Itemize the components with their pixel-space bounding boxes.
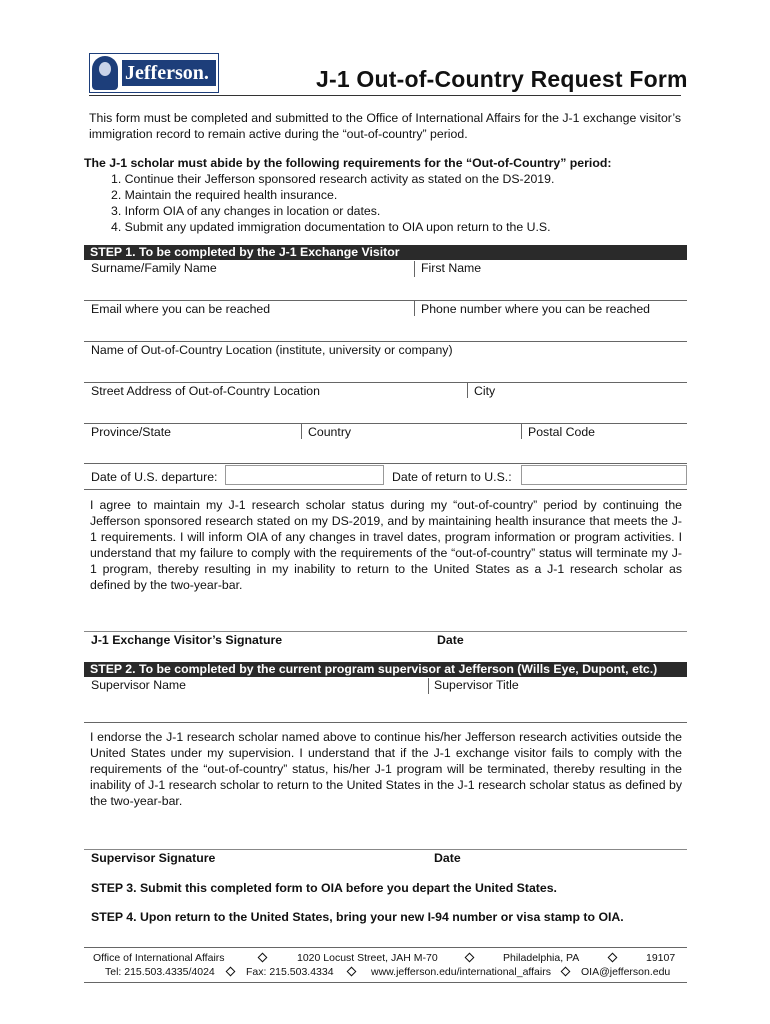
- row-divider: [84, 463, 687, 464]
- step4-text: STEP 4. Upon return to the United States, bring your new I-94 number or visa stamp to OIA.: [91, 910, 624, 924]
- row-divider: [84, 722, 687, 723]
- field-divider: [467, 382, 468, 398]
- signature-line[interactable]: [84, 849, 687, 850]
- field-divider: [414, 261, 415, 277]
- supervisor-signature-label: Supervisor Signature: [91, 851, 216, 865]
- return-date-label: Date of return to U.S.:: [392, 470, 512, 484]
- postal-code-label: Postal Code: [528, 425, 595, 439]
- return-date-field[interactable]: [521, 465, 687, 485]
- country-label: Country: [308, 425, 352, 439]
- location-name-label: Name of Out-of-Country Location (institute, university or company): [91, 343, 453, 357]
- province-label: Province/State: [91, 425, 171, 439]
- requirement-item: 3. Inform OIA of any changes in location or dates.: [111, 204, 381, 218]
- visitor-date-label: Date: [437, 633, 464, 647]
- supervisor-date-label: Date: [434, 851, 461, 865]
- diamond-icon: [258, 953, 268, 963]
- surname-label: Surname/Family Name: [91, 261, 217, 275]
- footer-fax: Fax: 215.503.4334: [246, 966, 334, 978]
- departure-date-label: Date of U.S. departure:: [91, 470, 218, 484]
- footer-divider: [84, 947, 687, 948]
- step3-text: STEP 3. Submit this completed form to OIA before you depart the United States.: [91, 881, 557, 895]
- footer-divider: [84, 982, 687, 983]
- phone-label: Phone number where you can be reached: [421, 302, 651, 316]
- signature-line[interactable]: [84, 631, 687, 632]
- supervisor-title-label: Supervisor Title: [434, 678, 519, 692]
- first-name-label: First Name: [421, 261, 482, 275]
- footer-email-link[interactable]: OIA@jefferson.edu: [581, 966, 671, 978]
- row-divider: [84, 300, 687, 301]
- row-divider: [84, 382, 687, 383]
- form-title: J-1 Out-of-Country Request Form: [316, 66, 688, 92]
- supervisor-name-label: Supervisor Name: [91, 678, 186, 692]
- diamond-icon: [226, 967, 236, 977]
- row-divider: [84, 489, 687, 490]
- agreement-text: I agree to maintain my J-1 research scholar status during my “out-of-country” period by continuing the Jefferson sponsored research stated on my DS-2019, and by maintaining health insurance that meets the J-1 requirements. I will inform OIA of any changes in travel dates, program information or program activities. I understand that my failure to comply with the requirements of the “out-of-country” status will terminate my J-1 program, thereby resulting in my inability to return to the United States as a J-1 research scholar as defined by the two-year-bar.: [90, 498, 682, 592]
- visitor-signature-label: J-1 Exchange Visitor’s Signature: [91, 633, 283, 647]
- footer-website-link[interactable]: www.jefferson.edu/international_affairs: [371, 966, 551, 978]
- jefferson-logo: [89, 53, 219, 93]
- departure-date-field[interactable]: [225, 465, 384, 485]
- requirement-item: 1. Continue their Jefferson sponsored research activity as stated on the DS-2019.: [111, 172, 555, 186]
- diamond-icon: [561, 967, 571, 977]
- field-divider: [521, 423, 522, 439]
- requirements-heading: The J-1 scholar must abide by the following requirements for the “Out-of-Country” period:: [84, 156, 612, 170]
- title-divider: [89, 95, 681, 96]
- street-address-label: Street Address of Out-of-Country Location: [91, 384, 320, 398]
- row-divider: [84, 423, 687, 424]
- requirements-list: [111, 171, 554, 235]
- requirement-item: 4. Submit any updated immigration documentation to OIA upon return to the U.S.: [111, 220, 551, 234]
- step2-header: STEP 2. To be completed by the current program supervisor at Jefferson (Wills Eye, Dupont, etc.): [84, 662, 687, 677]
- field-divider: [414, 300, 415, 316]
- diamond-icon: [347, 967, 357, 977]
- field-divider: [428, 678, 429, 694]
- logo-wordmark: Jefferson.: [122, 60, 216, 86]
- requirement-item: 2. Maintain the required health insurance.: [111, 188, 338, 202]
- city-label: City: [474, 384, 496, 398]
- footer-tel: Tel: 215.503.4335/4024: [105, 966, 215, 978]
- intro-paragraph: This form must be completed and submitted to the Office of International Affairs for the J-1 exchange visitor’s immigration record to remain active during the “out-of-country” period.: [89, 111, 681, 141]
- step1-header: STEP 1. To be completed by the J-1 Exchange Visitor: [84, 245, 687, 260]
- row-divider: [84, 341, 687, 342]
- field-divider: [301, 423, 302, 439]
- footer-zip: 19107: [646, 952, 676, 964]
- footer-address: 1020 Locust Street, JAH M-70: [297, 952, 438, 964]
- diamond-icon: [465, 953, 475, 963]
- footer-city: Philadelphia, PA: [503, 952, 580, 964]
- diamond-icon: [608, 953, 618, 963]
- endorsement-text: I endorse the J-1 research scholar named above to continue his/her Jefferson research activities outside the United States under my supervision. I understand that if the J-1 exchange visitor fails to comply with the requirements of the “out-of-country” status, his/her J-1 program will be terminated, thereby resulting in the inability of J-1 research scholar to return to the United States in the J-1 research scholar status as defined by the two-year-bar.: [90, 730, 682, 808]
- footer-office: Office of International Affairs: [93, 952, 225, 964]
- jefferson-logo-icon: [92, 56, 118, 90]
- email-label: Email where you can be reached: [91, 302, 271, 316]
